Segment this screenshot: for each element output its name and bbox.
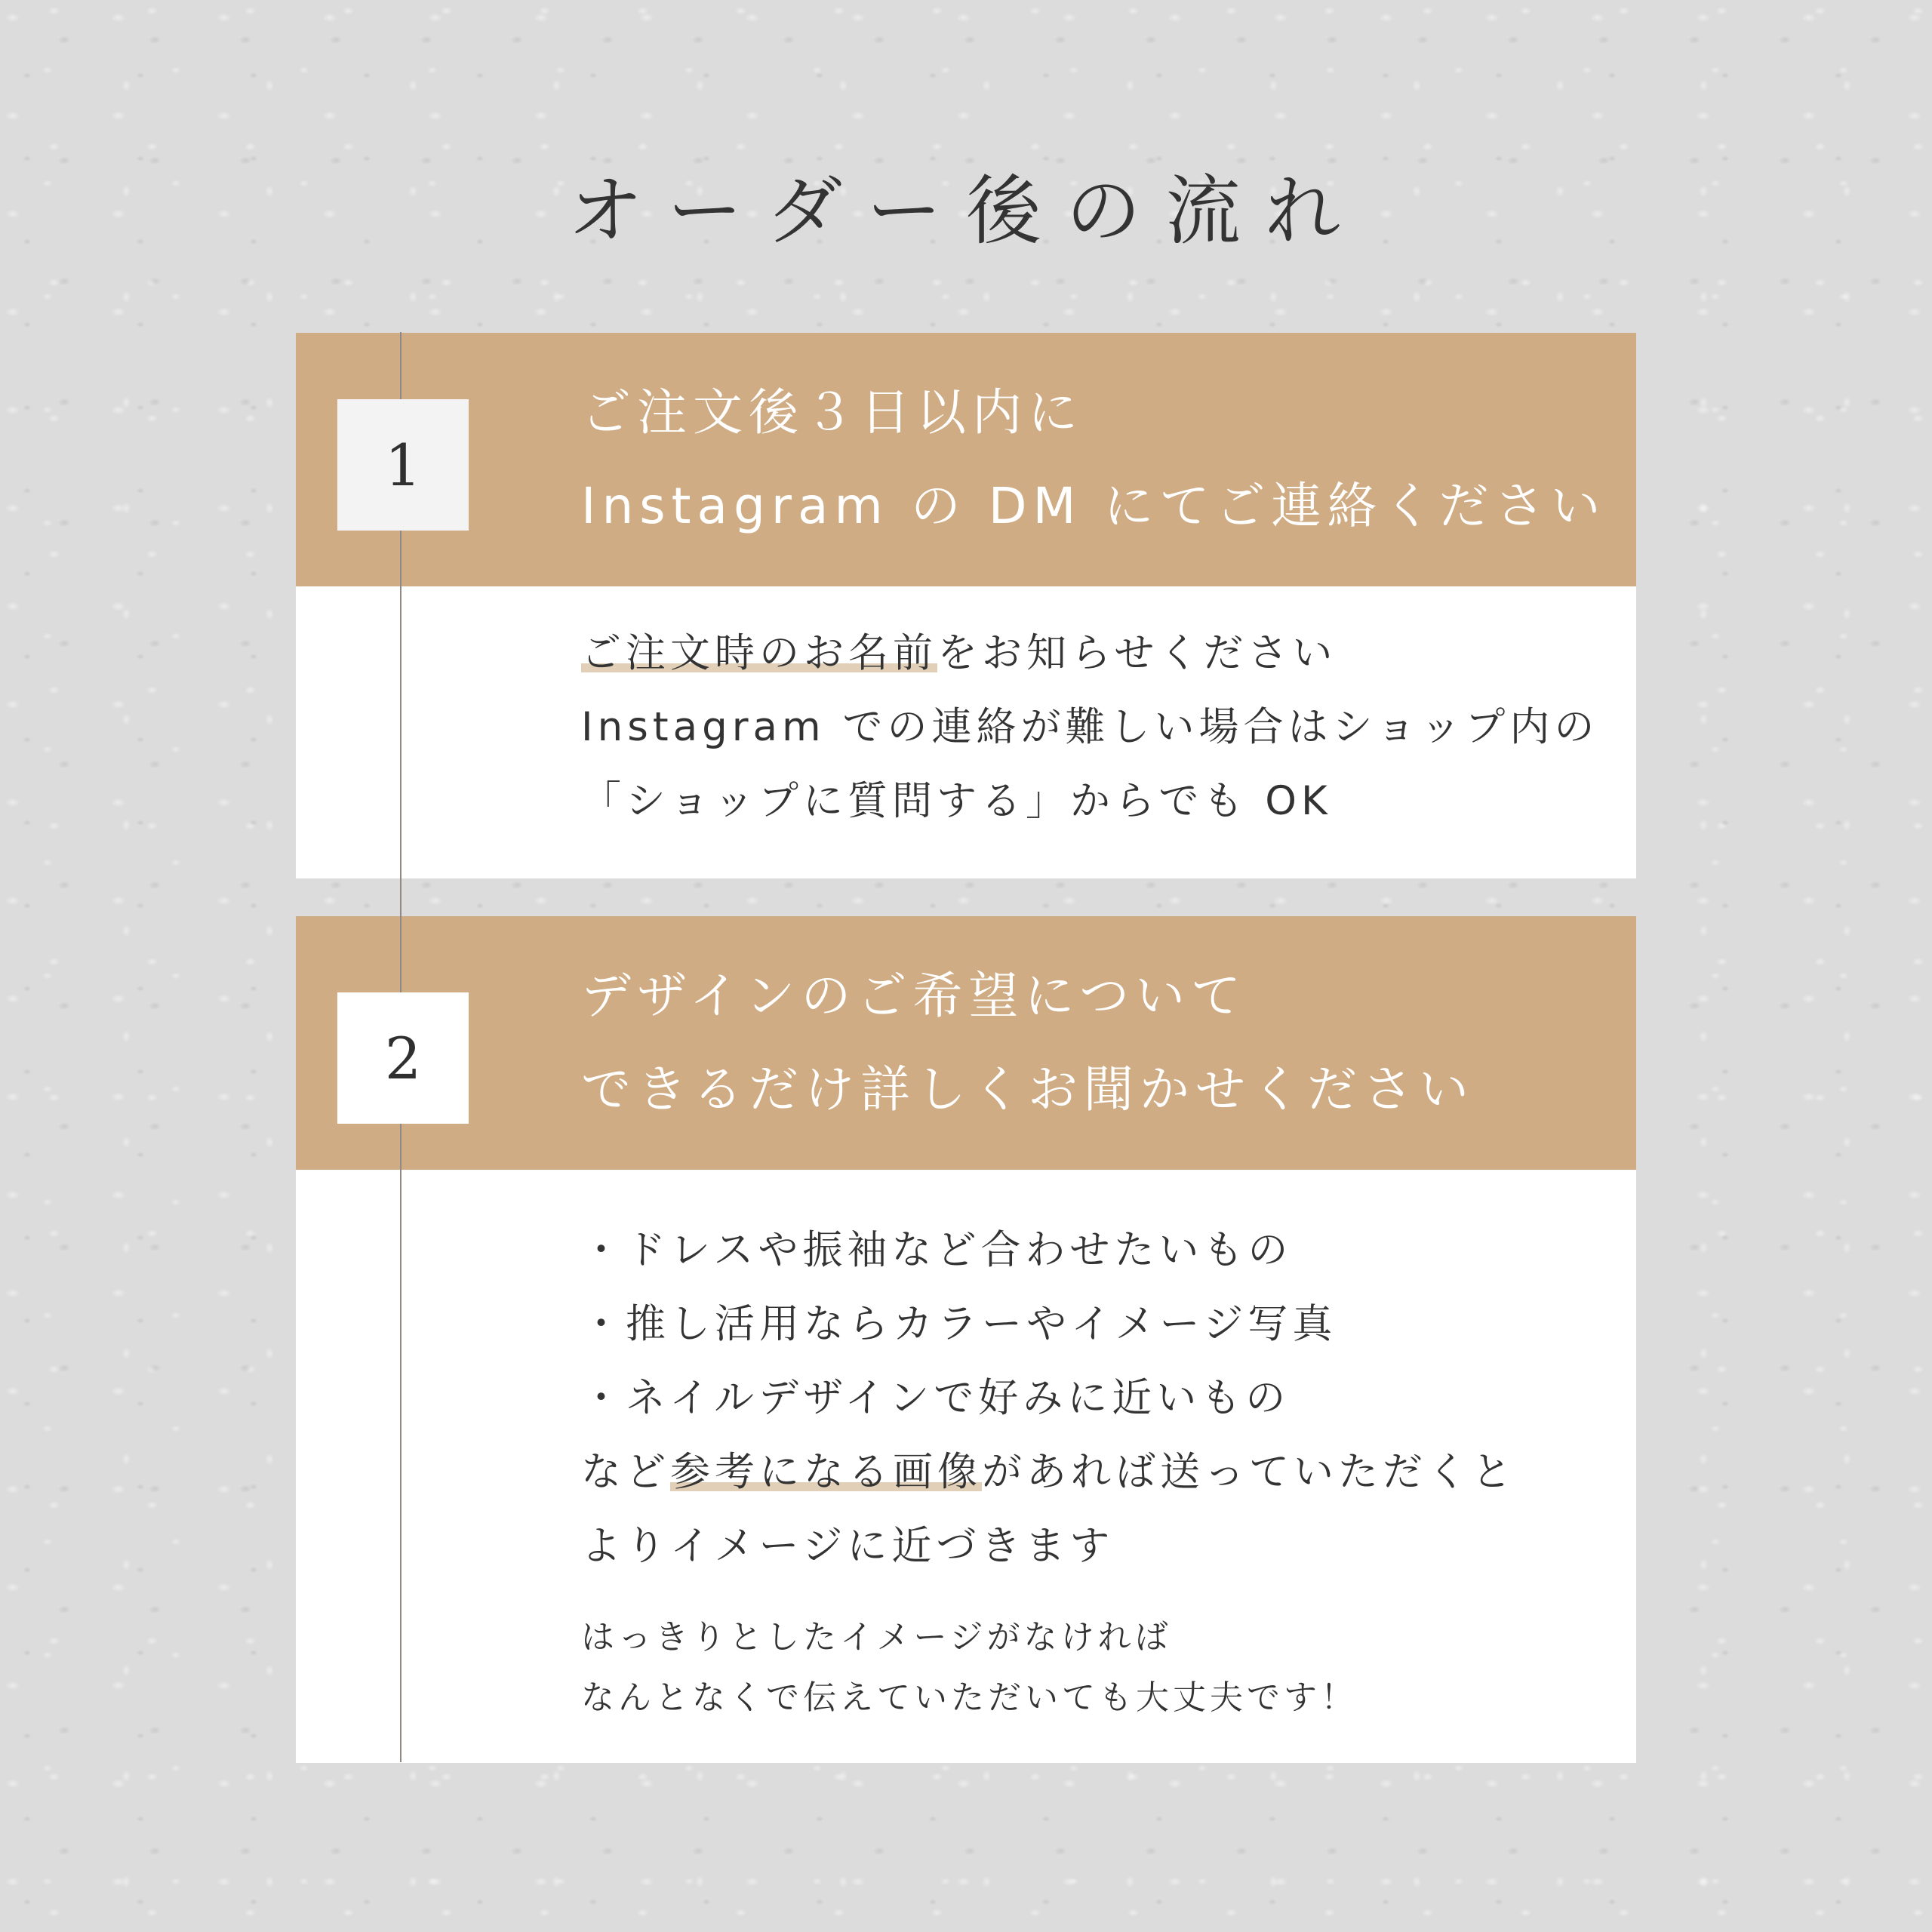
step-1-body-line-3: 「ショップに質問する」からでも OK	[581, 778, 1332, 824]
step-1-header	[296, 333, 1636, 586]
step-1-body	[296, 586, 1636, 878]
step-2-bullet-2: ・推し活用ならカラーやイメージ写真	[581, 1301, 1337, 1347]
step-card-2	[296, 916, 1636, 1763]
step-1-body-line-1-rest: をお知らせください	[937, 630, 1337, 676]
step-2-body-line-4-pre: など	[581, 1449, 670, 1495]
step-2-note-line-1: はっきりとしたイメージがなければ	[581, 1618, 1172, 1657]
step-1-number: 1	[337, 399, 469, 531]
step-2-body-line-4-post: があれば送っていただくと	[982, 1449, 1516, 1495]
step-2-header	[296, 916, 1636, 1170]
step-2-note-line-2: なんとなくで伝えていただいても大丈夫です！	[581, 1678, 1358, 1717]
step-2-body-line-5: よりイメージに近づきます	[581, 1523, 1115, 1569]
page-title: オーダー後の流れ	[568, 167, 1364, 255]
step-card-1	[296, 333, 1636, 878]
step-2-bullet-1: ・ドレスや振袖など合わせたいもの	[581, 1227, 1293, 1273]
step-1-body-line-2: Instagram での連絡が難しい場合はショップ内の	[581, 704, 1599, 750]
step-2-body-line-4	[581, 1447, 1516, 1497]
step-1-heading-line-2: Instagram の DM にてご連絡ください	[581, 477, 1607, 535]
step-1-body-line-1	[581, 629, 1337, 678]
step-2-heading-line-1: デザインのご希望について	[581, 967, 1247, 1025]
step-2-heading-line-2: できるだけ詳しくお聞かせください	[581, 1060, 1475, 1118]
step-2-highlight-reference: 参考になる画像	[670, 1449, 982, 1495]
step-2-bullet-3: ・ネイルデザインで好みに近いもの	[581, 1375, 1291, 1421]
step-1-highlight-name: ご注文時のお名前	[581, 630, 937, 676]
step-1-heading-line-1: ご注文後３日以内に	[581, 383, 1084, 441]
step-2-number: 2	[337, 992, 469, 1124]
step-2-body	[296, 1170, 1636, 1763]
